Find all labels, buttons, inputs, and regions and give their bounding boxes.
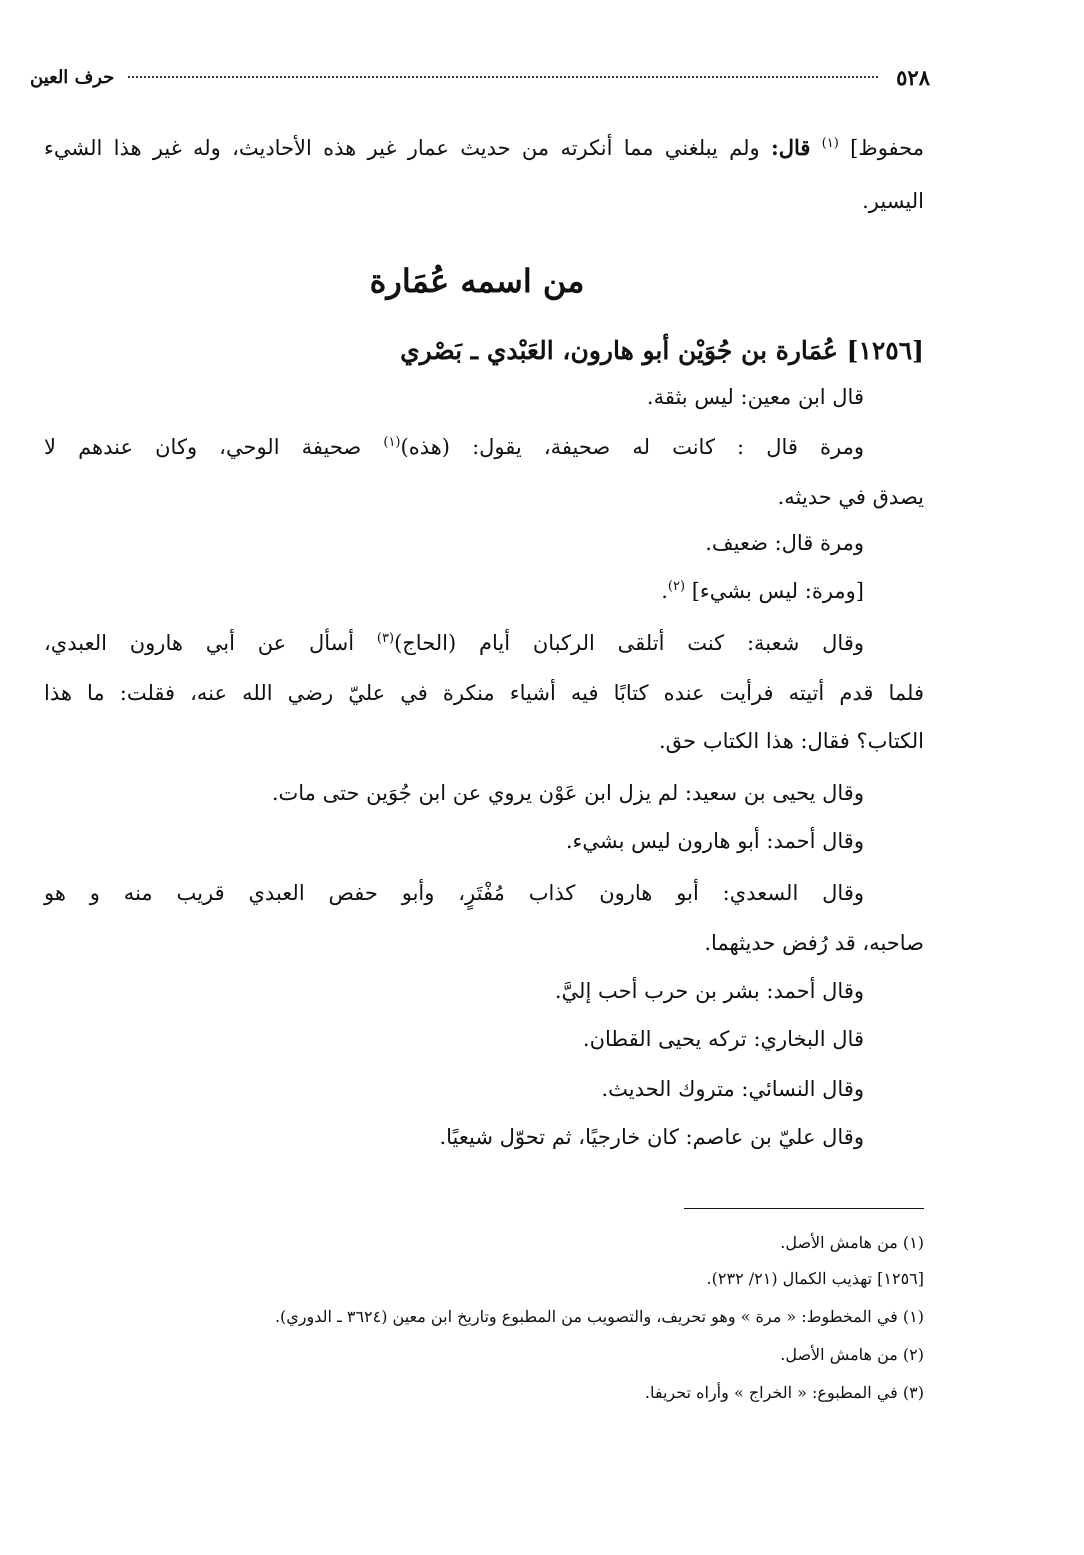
entry-line: فلما قدم أتيته فرأيت عنده كتابًا فيه أشياء منكرة في عليّ رضي الله عنه، فقلت: ما هذا [44, 681, 924, 705]
entry-line-part: أسأل عن أبي هارون العبدي، [44, 631, 355, 655]
entry-line-part: وقال السعدي: أبو هارون كذاب مُفْتَرٍ، وأبو حفص العبدي قريب منه و هو [44, 881, 864, 905]
intro-text-b: ولم يبلغني مما أنكرته من حديث عمار غير هذه الأحاديث، وله غير هذا الشيء [44, 136, 760, 160]
entry-line: يصدق في حديثه. [777, 485, 924, 509]
header-rule [128, 76, 878, 78]
entry-line: وقال عليّ بن عاصم: كان خارجيًا، ثم تحوّل شيعيًا. [439, 1125, 864, 1149]
entry-line-part: [ومرة: ليس بشيء] [691, 579, 864, 603]
chapter-title: حرف العين [30, 66, 115, 88]
entry-line-part: صحيفة الوحي، وكان عندهم لا [44, 435, 362, 459]
running-header [30, 62, 930, 92]
footnote-ref: (١) [383, 435, 401, 450]
entry-line [44, 424, 864, 470]
section-title-text: من اسمه عُمَارة [369, 262, 585, 300]
entry-line: وقال أحمد: أبو هارون ليس بشيء. [565, 829, 864, 853]
footnote: [١٢٥٦] تهذيب الكمال (٢١/ ٢٣٢). [706, 1269, 924, 1288]
entry-line: ومرة قال: ضعيف. [705, 531, 864, 555]
entry-line-part: ومرة قال : كانت له صحيفة، يقول: (هذه) [400, 435, 865, 459]
entry-line: وقال أحمد: بشر بن حرب أحب إليَّ. [554, 979, 864, 1003]
footnote-rule [684, 1208, 924, 1209]
footnote-ref: (٣) [376, 631, 395, 646]
entry-line-part: وقال شعبة: كنت أتلقى الركبان أيام (الحاج) [394, 631, 864, 655]
footnote-ref: (٢) [667, 579, 686, 594]
intro-bold-word: قال: [770, 135, 811, 160]
entry-heading: [١٢٥٦] عُمَارة بن جُوَيْن أبو هارون، العَبْدي ـ بَصْري [400, 336, 924, 365]
footnote: (٣) في المطبوع: « الخراج » وأراه تحريفا. [644, 1383, 924, 1402]
entry-line [44, 870, 924, 916]
entry-line-part: . [661, 579, 668, 603]
intro-text-a: محفوظ] [850, 136, 924, 160]
entry-line: وقال يحيى بن سعيد: لم يزل ابن عَوْن يروي عن ابن جُوَين حتى مات. [271, 781, 864, 805]
footnote: (١) من هامش الأصل. [780, 1233, 924, 1252]
entry-line [44, 568, 864, 614]
entry-line: صاحبه، قد رُفض حديثهما. [704, 931, 924, 955]
entry-line: وقال النسائي: متروك الحديث. [601, 1077, 864, 1101]
intro-line-2: اليسير. [862, 189, 924, 213]
entry-line: قال البخاري: تركه يحيى القطان. [582, 1027, 864, 1051]
entry-line: قال ابن معين: ليس بثقة. [646, 385, 864, 409]
entry-line [44, 620, 924, 666]
footnote: (١) في المخطوط: « مرة » وهو تحريف، والتصويب من المطبوع وتاريخ ابن معين (٣٦٢٤ ـ الدوري). [274, 1307, 924, 1326]
page-number: ٥٢٨ [896, 64, 930, 90]
intro-line-1 [44, 122, 924, 174]
footnote: (٢) من هامش الأصل. [780, 1345, 924, 1364]
footnote-ref: (١) [821, 136, 839, 151]
entry-line: الكتاب؟ فقال: هذا الكتاب حق. [658, 729, 924, 753]
section-title [0, 262, 1084, 300]
